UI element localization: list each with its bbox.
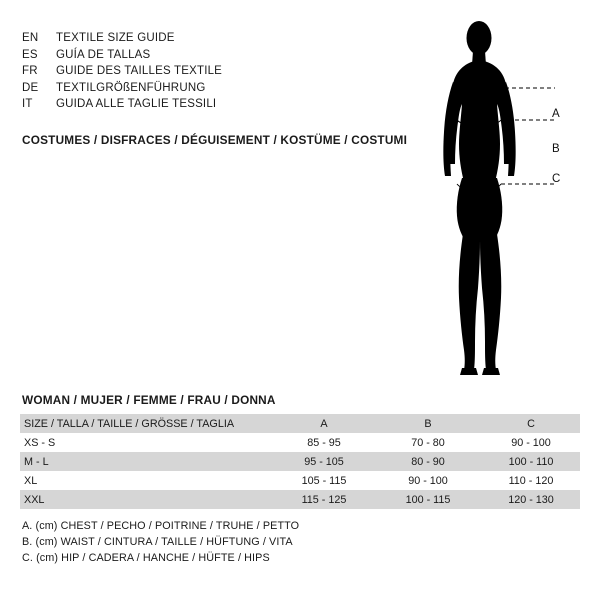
cell-a: 85 - 95 xyxy=(307,436,341,449)
language-row xyxy=(22,30,362,47)
marker-label-c: C xyxy=(552,173,561,185)
cell-a: 105 - 115 xyxy=(301,474,347,487)
cell-size: XXL xyxy=(24,493,45,506)
language-row xyxy=(22,63,362,80)
column-header-size: SIZE / TALLA / TAILLE / GRÖSSE / TAGLIA xyxy=(24,417,235,430)
legend-item-b: B. (cm) WAIST / CINTURA / TAILLE / HÜFTUNG / VITA xyxy=(22,536,293,548)
language-title: GUÍA DE TALLAS xyxy=(56,48,151,61)
language-code: IT xyxy=(22,98,33,110)
cell-a: 115 - 125 xyxy=(301,493,347,506)
cell-b: 80 - 90 xyxy=(411,455,445,468)
legend-item-a: A. (cm) CHEST / PECHO / POITRINE / TRUHE / PETTO xyxy=(22,520,300,532)
cell-b: 70 - 80 xyxy=(411,436,445,449)
column-header-a: A xyxy=(320,417,328,430)
language-row xyxy=(22,47,362,64)
language-row xyxy=(22,96,362,113)
cell-size: XL xyxy=(24,474,38,487)
language-title: GUIDE DES TAILLES TEXTILE xyxy=(56,65,223,77)
female-silhouette xyxy=(400,18,590,378)
cell-c: 110 - 120 xyxy=(508,474,554,487)
costumes-heading: COSTUMES / DISFRACES / DÉGUISEMENT / KOSTÜME / COSTUMI xyxy=(22,133,408,147)
cell-c: 100 - 110 xyxy=(508,455,554,468)
column-header-b: B xyxy=(424,417,432,430)
table-section-title: WOMAN / MUJER / FEMME / FRAU / DONNA xyxy=(22,393,276,407)
language-title: GUIDA ALLE TAGLIE TESSILI xyxy=(56,98,217,110)
cell-a: 95 - 105 xyxy=(304,455,344,468)
column-header-c: C xyxy=(527,417,535,430)
cell-b: 100 - 115 xyxy=(405,493,451,506)
cell-b: 90 - 100 xyxy=(408,474,448,487)
table-row xyxy=(20,490,580,509)
cell-size: M - L xyxy=(24,455,49,468)
size-table xyxy=(20,414,580,509)
language-title: TEXTILE SIZE GUIDE xyxy=(56,32,175,44)
measurement-legend xyxy=(22,518,299,566)
table-row xyxy=(20,433,580,452)
language-list xyxy=(22,30,362,113)
cell-c: 90 - 100 xyxy=(511,436,551,449)
language-code: DE xyxy=(22,81,39,94)
cell-c: 120 - 130 xyxy=(508,493,554,506)
legend-item-c: C. (cm) HIP / CADERA / HANCHE / HÜFTE / HIPS xyxy=(22,552,270,564)
language-title: TEXTILGRÖßENFÜHRUNG xyxy=(56,81,206,94)
table-row xyxy=(20,471,580,490)
language-code: ES xyxy=(22,48,38,61)
language-code: EN xyxy=(22,32,39,44)
marker-label-b: B xyxy=(552,143,560,155)
cell-size: XS - S xyxy=(24,436,56,449)
language-row xyxy=(22,80,362,97)
marker-label-a: A xyxy=(552,108,560,120)
table-row xyxy=(20,452,580,471)
table-header-row xyxy=(20,414,580,433)
language-code: FR xyxy=(22,65,38,77)
